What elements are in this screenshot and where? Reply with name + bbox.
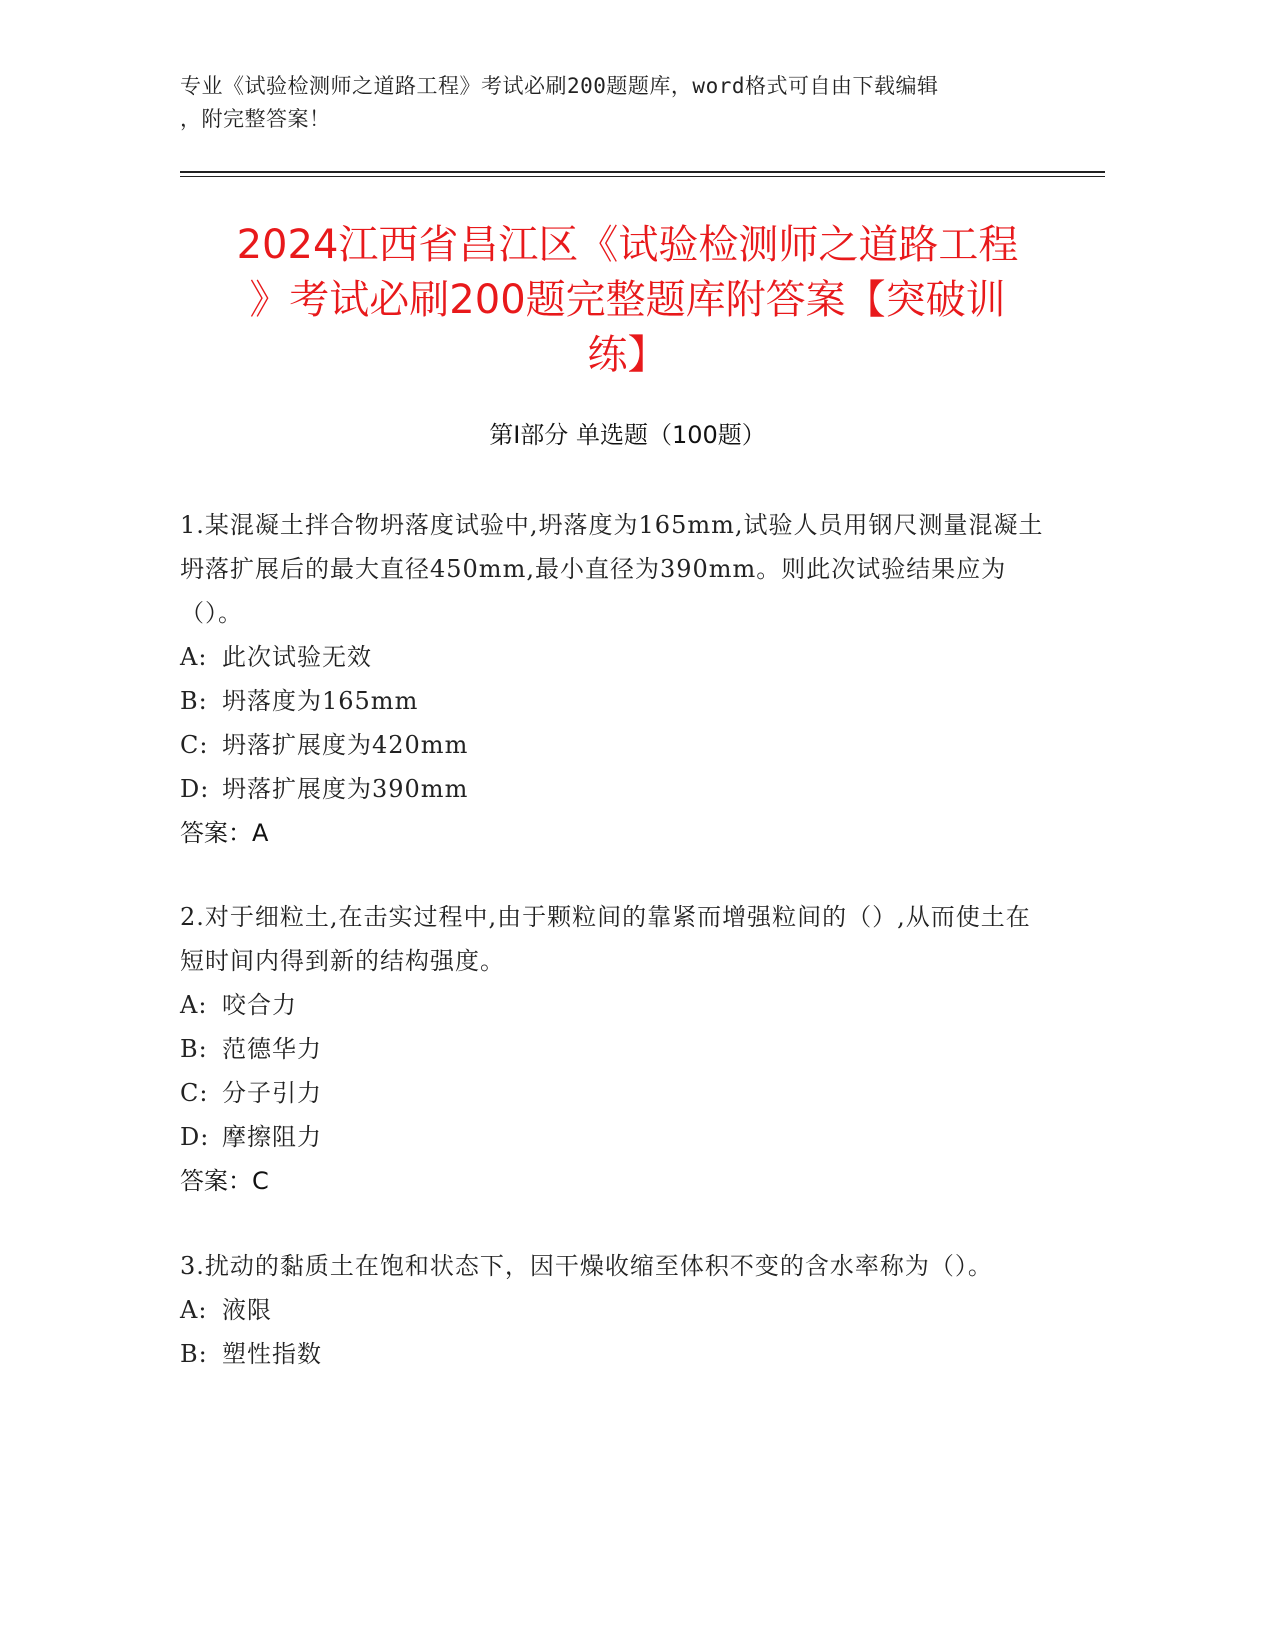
header-rule-thin xyxy=(180,176,1105,177)
option-letter: A: xyxy=(180,643,208,671)
title-line-1: 2024江西省昌江区《试验检测师之道路工程 xyxy=(236,222,1019,268)
option-text: 塑性指数 xyxy=(222,1340,322,1368)
title-line-3: 练】 xyxy=(587,332,668,378)
option-text: 咬合力 xyxy=(222,991,297,1019)
option-a xyxy=(180,1288,1050,1332)
option-d xyxy=(180,767,1050,811)
option-b xyxy=(180,1027,1050,1071)
option-text: 此次试验无效 xyxy=(222,643,372,671)
option-letter: D: xyxy=(180,1123,210,1151)
option-letter: B: xyxy=(180,1035,208,1063)
section-heading: 第I部分 单选题（100题） xyxy=(489,421,766,449)
question-2 xyxy=(180,895,1050,1203)
option-letter: B: xyxy=(180,1340,208,1368)
option-letter: A: xyxy=(180,1296,208,1324)
question-1 xyxy=(180,503,1050,855)
question-stem: 2.对于细粒土,在击实过程中,由于颗粒间的靠紧而增强粒间的（）,从而使土在短时间内得到新的结构强度。 xyxy=(180,903,1031,975)
header-note-line-1: 专业《试验检测师之道路工程》考试必刷200题题库，word格式可自由下载编辑 xyxy=(180,74,939,98)
option-b xyxy=(180,679,1050,723)
option-letter: D: xyxy=(180,775,210,803)
option-letter: B: xyxy=(180,687,208,715)
option-text: 坍落扩展度为390mm xyxy=(222,775,469,803)
option-text: 摩擦阻力 xyxy=(222,1123,322,1151)
option-b xyxy=(180,1332,1050,1376)
option-d xyxy=(180,1115,1050,1159)
question-stem: 3.扰动的黏质土在饱和状态下，因干燥收缩至体积不变的含水率称为（）。 xyxy=(180,1252,993,1280)
question-3 xyxy=(180,1244,1050,1376)
option-letter: C: xyxy=(180,1079,209,1107)
header-rule-thick xyxy=(180,171,1105,173)
option-text: 坍落扩展度为420mm xyxy=(222,731,469,759)
question-stem: 1.某混凝土拌合物坍落度试验中,坍落度为165mm,试验人员用钢尺测量混凝土坍落扩展后的最大直径450mm,最小直径为390mm。则此次试验结果应为（）。 xyxy=(180,511,1044,627)
header-note xyxy=(180,70,1060,136)
option-a xyxy=(180,635,1050,679)
option-letter: C: xyxy=(180,731,209,759)
option-c xyxy=(180,723,1050,767)
answer: 答案：C xyxy=(180,1167,269,1195)
title-line-2: 》考试必刷200题完整题库附答案【突破训 xyxy=(249,277,1006,323)
option-letter: A: xyxy=(180,991,208,1019)
option-text: 分子引力 xyxy=(222,1079,322,1107)
answer: 答案：A xyxy=(180,819,269,847)
document-title xyxy=(180,218,1075,383)
option-text: 范德华力 xyxy=(222,1035,322,1063)
option-text: 液限 xyxy=(222,1296,272,1324)
header-note-line-2: ，附完整答案！ xyxy=(180,107,331,131)
option-c xyxy=(180,1071,1050,1115)
option-a xyxy=(180,983,1050,1027)
option-text: 坍落度为165mm xyxy=(222,687,419,715)
